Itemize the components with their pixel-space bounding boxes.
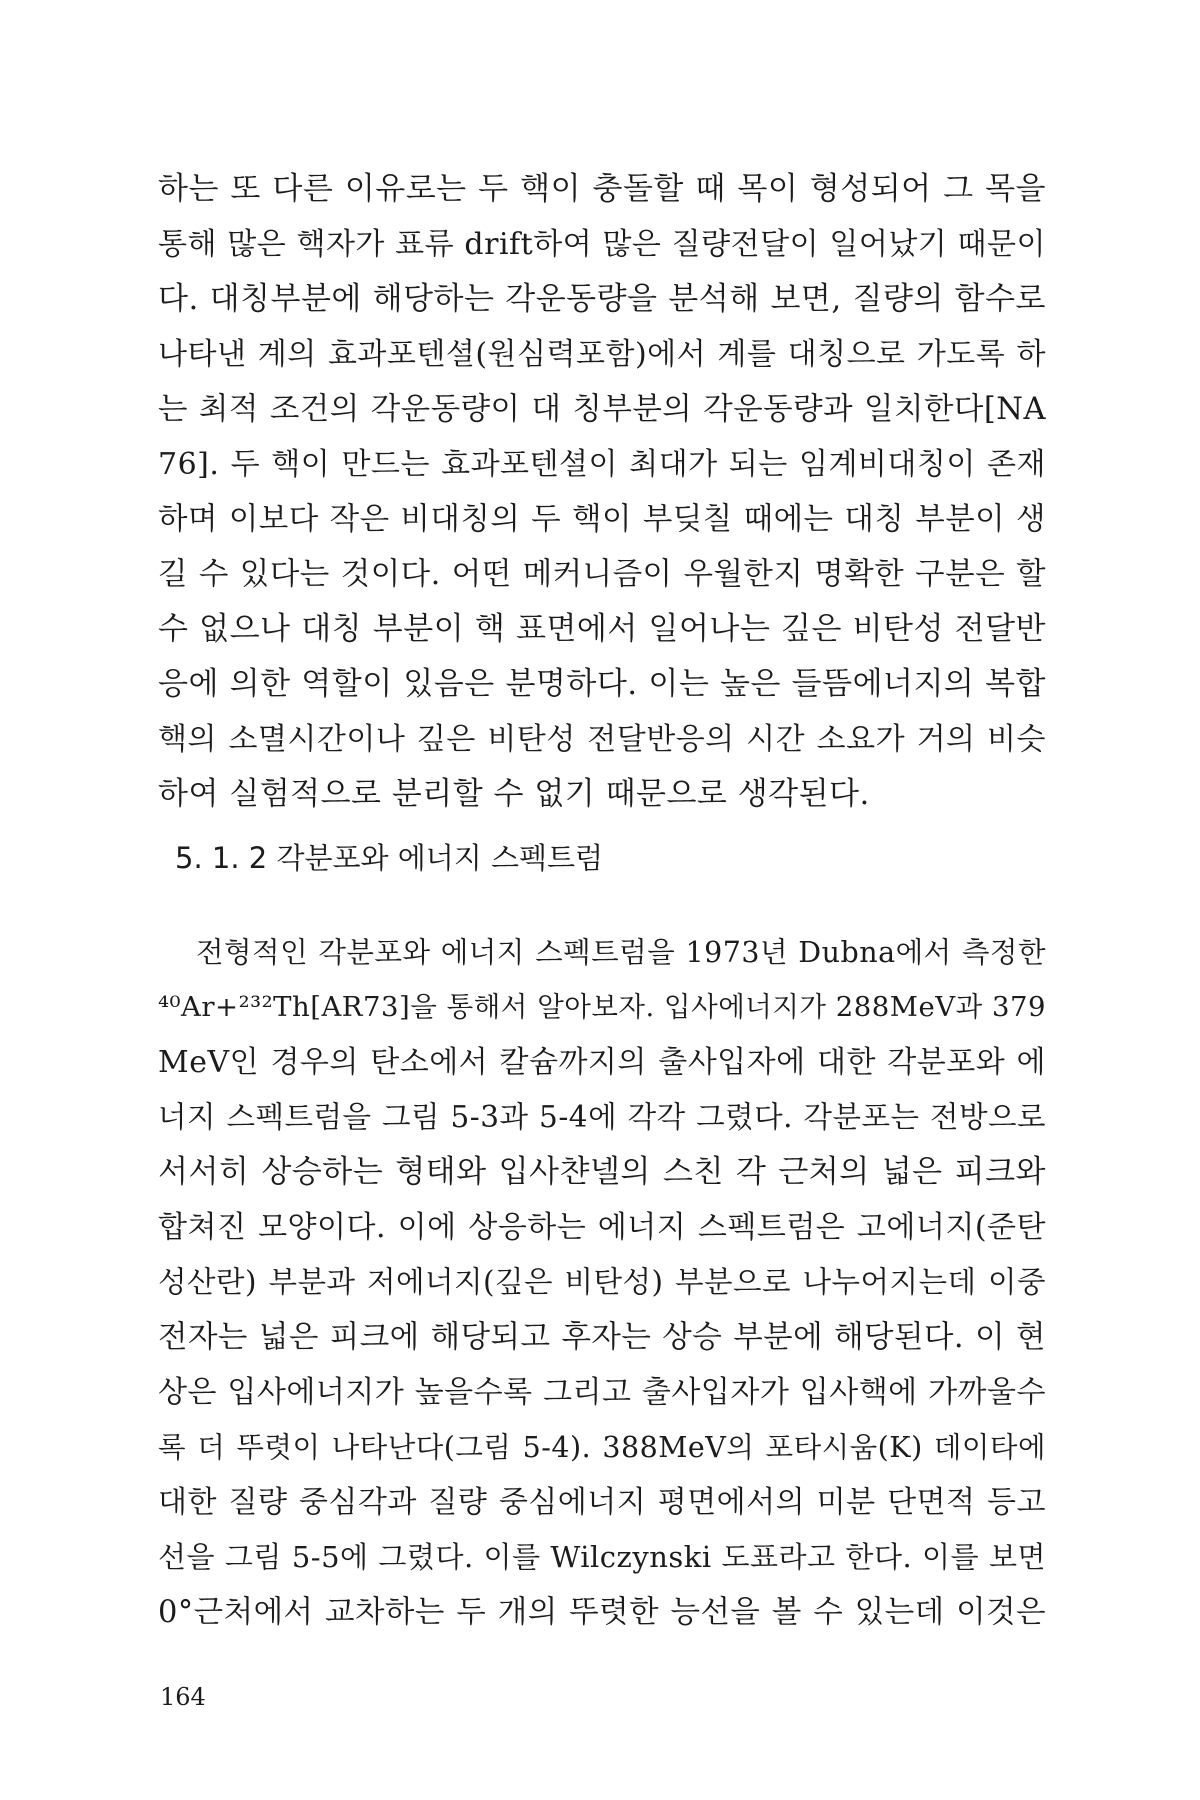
text-line: 하며 이보다 작은 비대칭의 두 핵이 부딪칠 때에는 대칭 부분이 생 (158, 502, 1046, 537)
text-line: 상은 입사에너지가 높을수록 그리고 출사입자가 입사핵에 가까울수 (158, 1375, 1046, 1410)
text-line: 응에 의한 역할이 있음은 분명하다. 이는 높은 들뜸에너지의 복합 (158, 666, 1046, 702)
text-line: 너지 스펙트럼을 그림 5-3과 5-4에 각각 그렸다. 각분포는 전방으로 (158, 1100, 1046, 1134)
text-line: 통해 많은 핵자가 표류 drift하여 많은 질량전달이 일어났기 때문이 (158, 227, 1046, 262)
text-line: MeV인 경우의 탄소에서 칼슘까지의 출사입자에 대한 각분포와 에 (158, 1045, 1046, 1080)
text-line: 서서히 상승하는 형태와 입사챤넬의 스친 각 근처의 넓은 피크와 (158, 1154, 1046, 1190)
text-line: 핵의 소멸시간이나 깊은 비탄성 전달반응의 시간 소요가 거의 비슷 (158, 722, 1046, 757)
text-line: 합쳐진 모양이다. 이에 상응하는 에너지 스펙트럼은 고에너지(준탄 (158, 1210, 1046, 1245)
text-line: 하여 실험적으로 분리할 수 없기 때문으로 생각된다. (158, 776, 870, 812)
text-line: 성산란) 부분과 저에너지(깊은 비탄성) 부분으로 나누어지는데 이중 (158, 1265, 1046, 1299)
text-line: 다. 대칭부분에 해당하는 각운동량을 분석해 보면, 질량의 함수로 (158, 281, 1046, 317)
page-number: 164 (160, 1683, 206, 1711)
text-line: 전자는 넓은 피크에 해당되고 후자는 상승 부분에 해당된다. 이 현 (158, 1320, 1046, 1355)
paragraph-angular-distribution (158, 925, 1046, 1640)
text-line: ⁴⁰Ar+²³²Th[AR73]을 통해서 알아보자. 입사에너지가 288MeV과 379 (158, 991, 1046, 1023)
text-line: 는 최적 조건의 각운동량이 대 칭부분의 각운동량과 일치한다[NA (158, 392, 1046, 427)
text-line: 0°근처에서 교차하는 두 개의 뚜렷한 능선을 볼 수 있는데 이것은 (158, 1595, 1046, 1630)
text-line: 수 없으나 대칭 부분이 핵 표면에서 일어나는 깊은 비탄성 전달반 (158, 611, 1046, 647)
text-line: 길 수 있다는 것이다. 어떤 메커니즘이 우월한지 명확한 구분은 할 (158, 557, 1046, 592)
text-line: 나타낸 계의 효과포텐셜(원심력포함)에서 계를 대칭으로 가도록 하 (158, 337, 1046, 372)
paragraph-continuation (158, 162, 1046, 822)
text-line: 록 더 뚜렷이 나타난다(그림 5-4). 388MeV의 포타시움(K) 데이타에 (158, 1431, 1046, 1464)
section-heading: 5. 1. 2 각분포와 에너지 스펙트럼 (175, 841, 604, 875)
text-line: 하는 또 다른 이유로는 두 핵이 충돌할 때 목이 형성되어 그 목을 (158, 171, 1046, 207)
text-line: 전형적인 각분포와 에너지 스펙트럼을 1973년 Dubna에서 측정한 (196, 936, 1046, 969)
text-line: 대한 질량 중심각과 질량 중심에너지 평면에서의 미분 단면적 등고 (158, 1485, 1046, 1520)
text-line: 76]. 두 핵이 만드는 효과포텐셜이 최대가 되는 임계비대칭이 존재 (158, 447, 1046, 482)
text-line: 선을 그림 5-5에 그렸다. 이를 Wilczynski 도표라고 한다. 이를 보면 (158, 1540, 1046, 1574)
